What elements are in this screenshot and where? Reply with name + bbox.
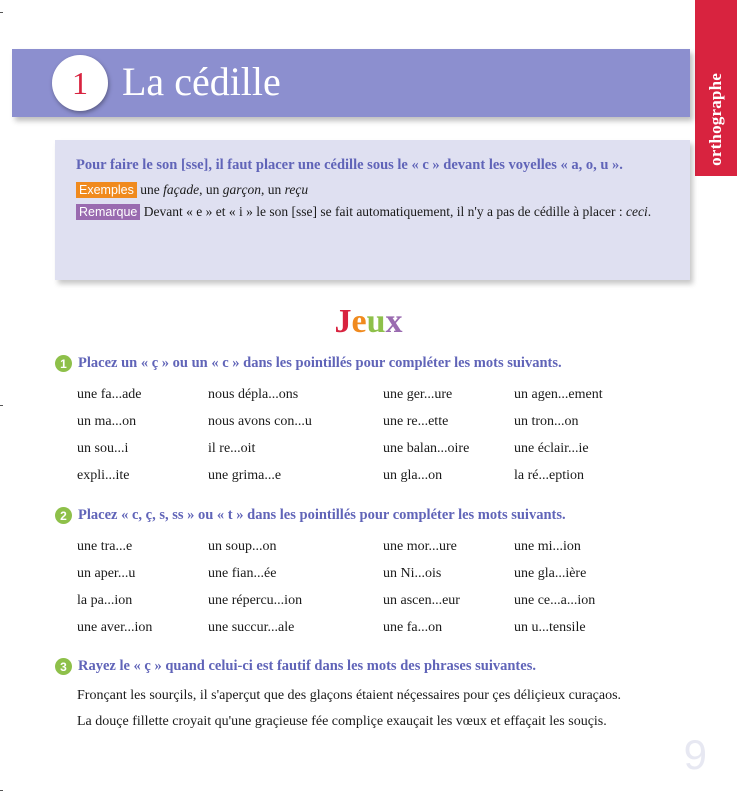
crop-mark [0, 790, 3, 791]
page-number: 9 [683, 731, 707, 778]
games-heading-letter: J [334, 303, 352, 340]
exercise-number-badge: 3 [55, 658, 72, 675]
word-item: un agen...ement [514, 386, 603, 402]
rule-box [55, 140, 690, 280]
word-item: un ascen...eur [383, 592, 460, 608]
word-item: un tron...on [514, 413, 579, 429]
word-item: la ré...eption [514, 467, 584, 483]
rule-text: Pour faire le son [sse], il faut placer une cédille sous le « c » devant les voyelles « a, o, u ». [76, 157, 623, 173]
word-item: une fa...on [383, 619, 443, 635]
word-item: un ma...on [77, 413, 137, 429]
word-item: nous avons con...u [208, 413, 312, 429]
exercise-instruction: Placez « c, ç, s, ss » ou « t » dans les pointillés pour compléter les mots suivants. [78, 507, 566, 523]
word-item: une ger...ure [383, 386, 453, 402]
word-item: un sou...i [77, 440, 129, 456]
exercise-3 [55, 658, 705, 735]
word-item: une balan...oire [383, 440, 470, 456]
remark-line: Remarque Devant « e » et « i » le son [sse] se fait automatiquement, il n'y a pas de cédille à placer : ceci. [76, 203, 670, 221]
word-row [77, 560, 705, 587]
word-item: un gla...on [383, 467, 443, 483]
games-heading-letter: x [385, 303, 403, 340]
word-item: la pa...ion [77, 592, 133, 608]
exercise-2 [55, 507, 705, 641]
chapter-number-badge [52, 55, 108, 111]
word-grid [77, 533, 705, 641]
games-heading-letter: e [351, 303, 367, 340]
word-item: un u...tensile [514, 619, 586, 635]
word-item: une répercu...ion [208, 592, 303, 608]
chapter-title: La cédille [122, 59, 281, 104]
word-row [77, 435, 705, 462]
word-item: un soup...on [208, 538, 277, 554]
word-row [77, 462, 705, 489]
crop-mark [0, 405, 3, 406]
word-item: une fian...ée [208, 565, 277, 581]
section-tab-label: orthographe [706, 73, 725, 166]
exercise-1 [55, 355, 705, 489]
exercise-instruction: Rayez le « ç » quand celui-ci est fautif dans les mots des phrases suivantes. [78, 658, 536, 674]
examples-text: une façade, un garçon, un reçu [140, 182, 309, 197]
remark-tag: Remarque [76, 204, 140, 220]
word-item: une tra...e [77, 538, 133, 554]
word-grid [77, 381, 705, 489]
exercise-number-badge: 1 [55, 355, 72, 372]
crop-mark [0, 12, 3, 13]
word-item: expli...ite [77, 467, 130, 483]
exercise-instruction: Placez un « ç » ou un « c » dans les pointillés pour compléter les mots suivants. [78, 355, 562, 371]
examples-tag: Exemples [76, 182, 137, 198]
section-tab [695, 0, 737, 176]
word-item: une grima...e [208, 467, 282, 483]
word-item: un Ni...ois [383, 565, 442, 581]
exercise-sentence: Fronçant les sourçils, il s'aperçut que des glaçons étaient néçessaires pour çes déliçieux curaçaos. [77, 688, 622, 703]
exercise-number-badge: 2 [55, 507, 72, 524]
word-item: un aper...u [77, 565, 136, 581]
word-item: nous dépla...ons [208, 386, 299, 402]
remark-example: ceci [626, 204, 648, 219]
word-item: une éclair...ie [514, 440, 589, 456]
games-heading [0, 300, 737, 344]
word-item: il re...oit [208, 440, 256, 456]
word-item: une ce...a...ion [514, 592, 596, 608]
chapter-title-band [12, 49, 690, 117]
games-heading-letter: u [366, 303, 386, 340]
examples-line [76, 181, 670, 199]
remark-text: Devant « e » et « i » le son [sse] se fait automatiquement, il n'y a pas de cédille à placer : [140, 204, 627, 219]
word-row [77, 381, 705, 408]
word-row [77, 587, 705, 614]
word-item: une mi...ion [514, 538, 581, 554]
word-item: une succur...ale [208, 619, 295, 635]
chapter-number: 1 [72, 64, 88, 101]
word-row [77, 408, 705, 435]
word-item: une gla...ière [514, 565, 587, 581]
word-item: une re...ette [383, 413, 449, 429]
word-row [77, 533, 705, 560]
word-row [77, 614, 705, 641]
word-item: une mor...ure [383, 538, 457, 554]
word-item: une aver...ion [77, 619, 153, 635]
word-item: une fa...ade [77, 386, 142, 402]
exercise-sentence: La douçe fillette croyait qu'une graçieuse fée compliçe exauçait les vœux et effaçait les souçis. [77, 714, 607, 729]
